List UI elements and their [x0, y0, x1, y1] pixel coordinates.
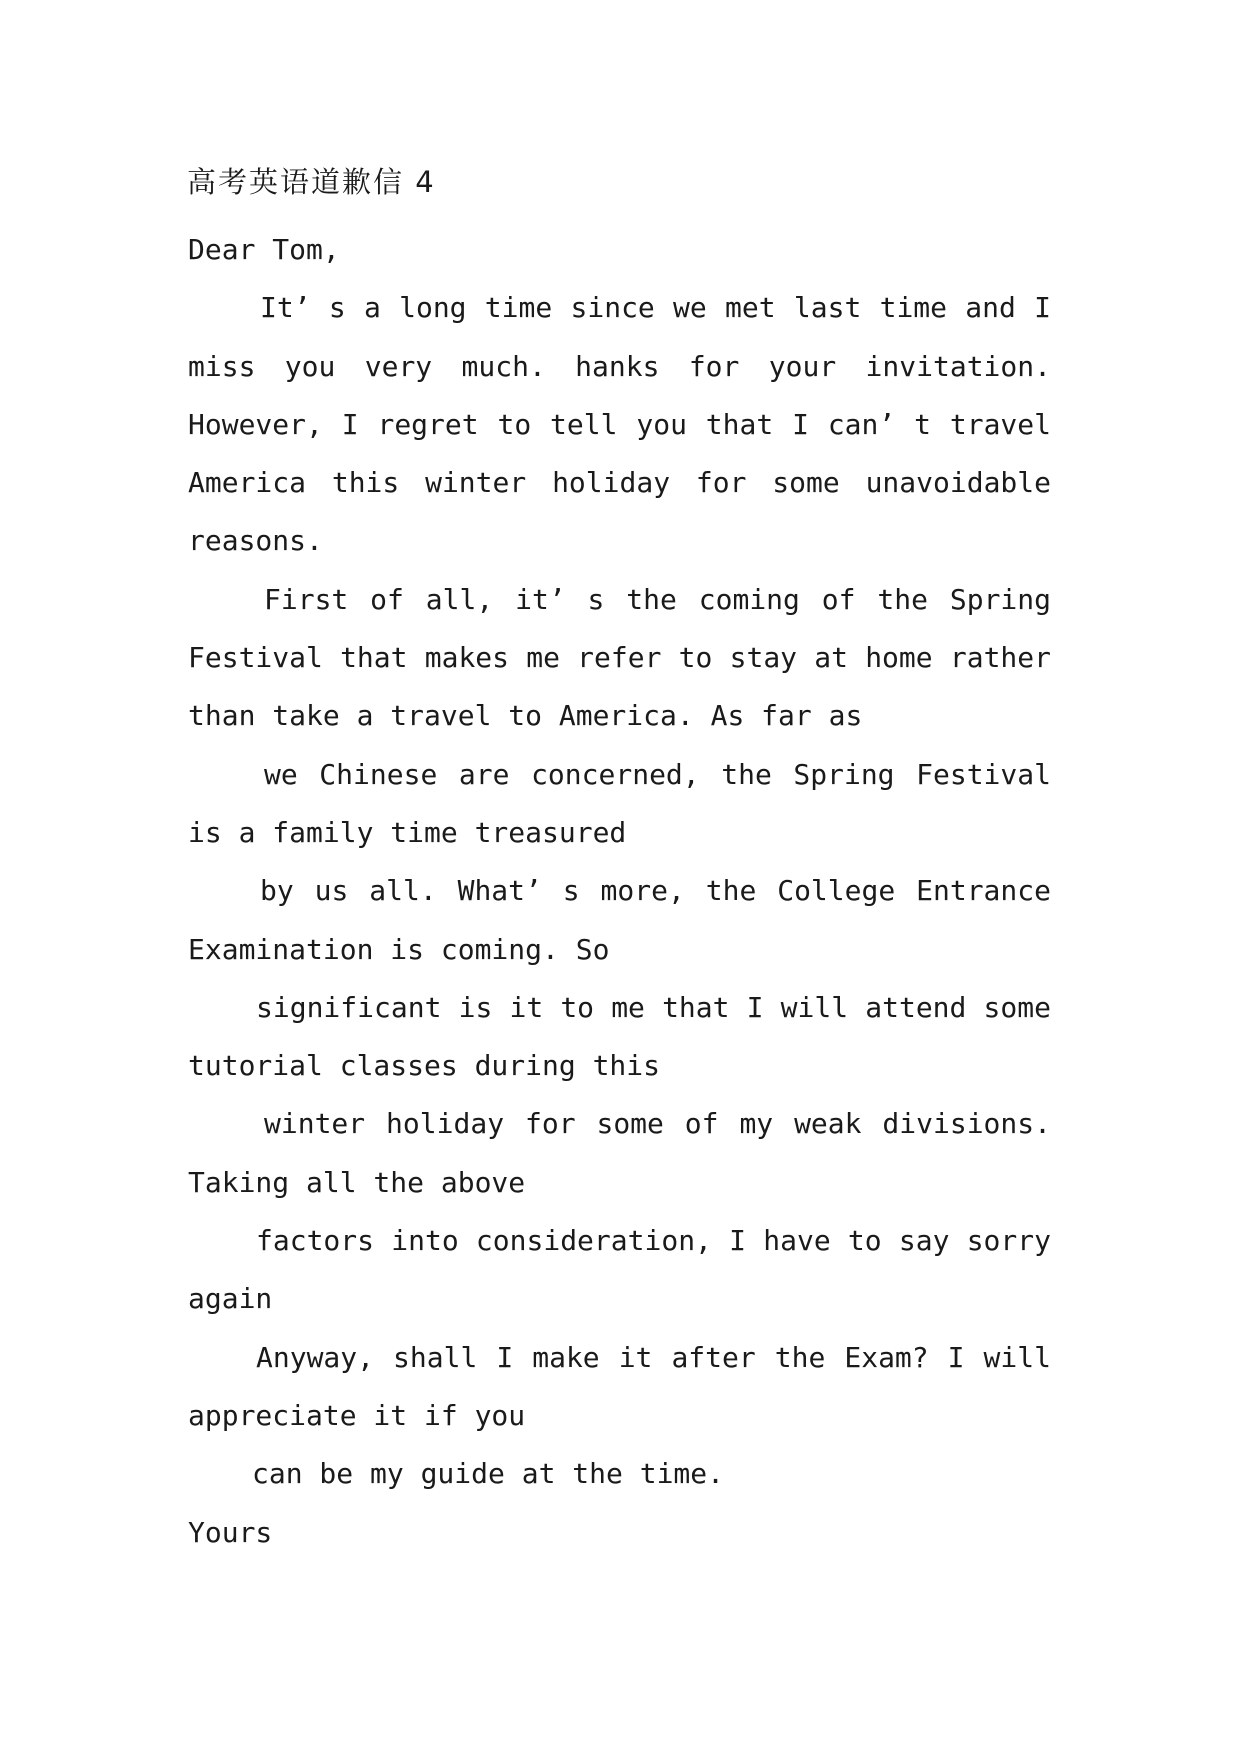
paragraph-line: tutorial classes during this [188, 1049, 661, 1083]
paragraph-line: by us all. What’ s more, the College Entrance [260, 874, 1051, 908]
paragraph-line: winter holiday for some of my weak divisions. [264, 1107, 1051, 1141]
paragraph-line: is a family time treasured [188, 815, 627, 849]
paragraph-line: reasons. [188, 524, 323, 558]
paragraph-line: Examination is coming. So [188, 932, 610, 966]
closing: Yours [188, 1515, 273, 1549]
letter-body [188, 221, 1051, 1562]
paragraph-line: Anyway, shall I make it after the Exam? I will [256, 1340, 1051, 1374]
paragraph-line: First of all, it’ s the coming of the Spring [264, 582, 1051, 616]
paragraph-line: significant is it to me that I will attend some [256, 990, 1051, 1024]
document-title: 高考英语道歉信 4 [187, 165, 436, 199]
paragraph-line: we Chinese are concerned, the Spring Festival [264, 757, 1051, 791]
paragraph-line: Festival that makes me refer to stay at home rather [188, 641, 1051, 675]
paragraph-line: factors into consideration, I have to say sorry [256, 1224, 1051, 1258]
paragraph-line: miss you very much. hanks for your invitation. [188, 349, 1051, 383]
paragraph-line: appreciate it if you [188, 1398, 526, 1432]
paragraph-line: America this winter holiday for some unavoidable [188, 466, 1051, 500]
paragraph-line: It’ s a long time since we met last time and I [260, 291, 1051, 325]
paragraph-line: Taking all the above [188, 1165, 526, 1199]
paragraph-line: again [188, 1282, 273, 1316]
paragraph-line: than take a travel to America. As far as [188, 699, 863, 733]
paragraph-line: can be my guide at the time. [252, 1457, 725, 1491]
salutation: Dear Tom, [188, 233, 340, 266]
paragraph-line: However, I regret to tell you that I can’ t travel [188, 407, 1051, 441]
